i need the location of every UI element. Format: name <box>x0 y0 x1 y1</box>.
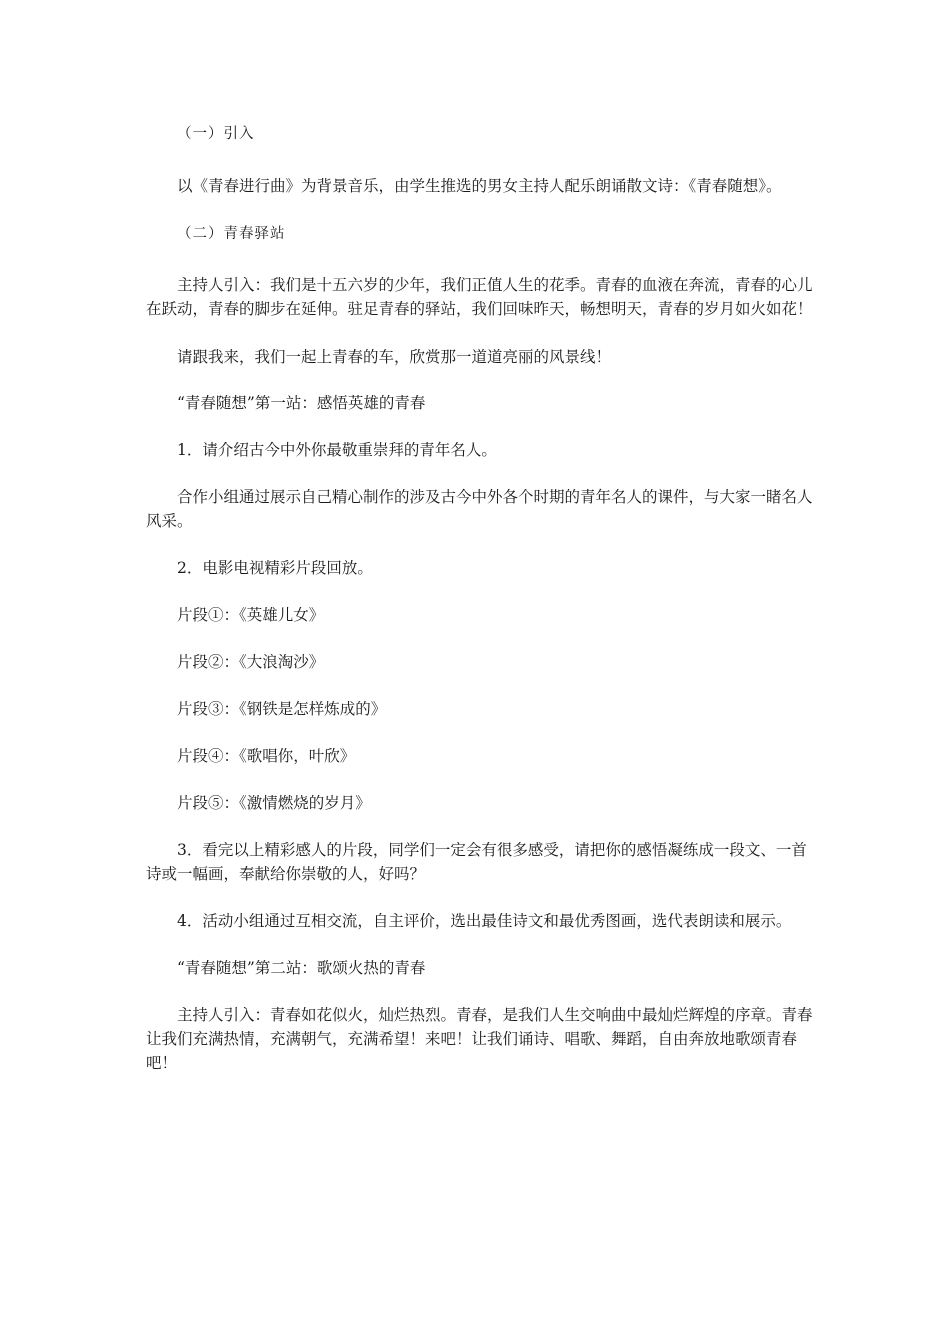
item-2: 2．电影电视精彩片段回放。 <box>177 559 373 577</box>
section-heading-intro: （一）引入 <box>177 126 255 142</box>
paragraph-background-music: 以《青春进行曲》为背景音乐，由学生推选的男女主持人配乐朗诵散文诗：《青春随想》。 <box>177 177 782 195</box>
paragraph-host-intro-2: 主持人引入：青春如花似火，灿烂热烈。青春，是我们人生交响曲中最灿烂辉煌的序章。青春让我们充满热情，充满朝气，充满希望！来吧！让我们诵诗、唱歌、舞蹈，自由奔放地歌颂青春吧！ <box>146 1006 813 1072</box>
section-heading-youth-station: （二）青春驿站 <box>177 226 286 242</box>
clip-5: 片段⑤：《激情燃烧的岁月》 <box>177 794 371 812</box>
clip-1: 片段①：《英雄儿女》 <box>177 606 325 624</box>
paragraph-host-intro-1: 主持人引入：我们是十五六岁的少年，我们正值人生的花季。青春的血液在奔流，青春的心儿在跃动，青春的脚步在延伸。驻足青春的驿站，我们回味昨天，畅想明天，青春的岁月如火如花！ <box>146 276 813 318</box>
paragraph-group-courseware: 合作小组通过展示自己精心制作的涉及古今中外各个时期的青年名人的课件，与大家一睹名人风采。 <box>146 488 813 530</box>
clip-4: 片段④：《歌唱你，叶欣》 <box>177 747 356 765</box>
station-one-title: “青春随想”第一站：感悟英雄的青春 <box>177 394 426 412</box>
item-3: 3．看完以上精彩感人的片段，同学们一定会有很多感受，请把你的感悟凝练成一段文、一首诗或一幅画，奉献给你崇敬的人，好吗？ <box>146 841 807 883</box>
clip-3: 片段③：《钢铁是怎样炼成的》 <box>177 700 387 718</box>
document-page <box>146 122 814 1075</box>
paragraph-follow-me: 请跟我来，我们一起上青春的车，欣赏那一道道亮丽的风景线！ <box>177 348 612 366</box>
item-1: 1．请介绍古今中外你最敬重崇拜的青年名人。 <box>177 441 497 459</box>
station-two-title: “青春随想”第二站：歌颂火热的青春 <box>177 959 426 977</box>
item-4: 4．活动小组通过互相交流，自主评价，选出最佳诗文和最优秀图画，选代表朗读和展示。 <box>177 912 792 930</box>
clip-2: 片段②：《大浪淘沙》 <box>177 653 325 671</box>
